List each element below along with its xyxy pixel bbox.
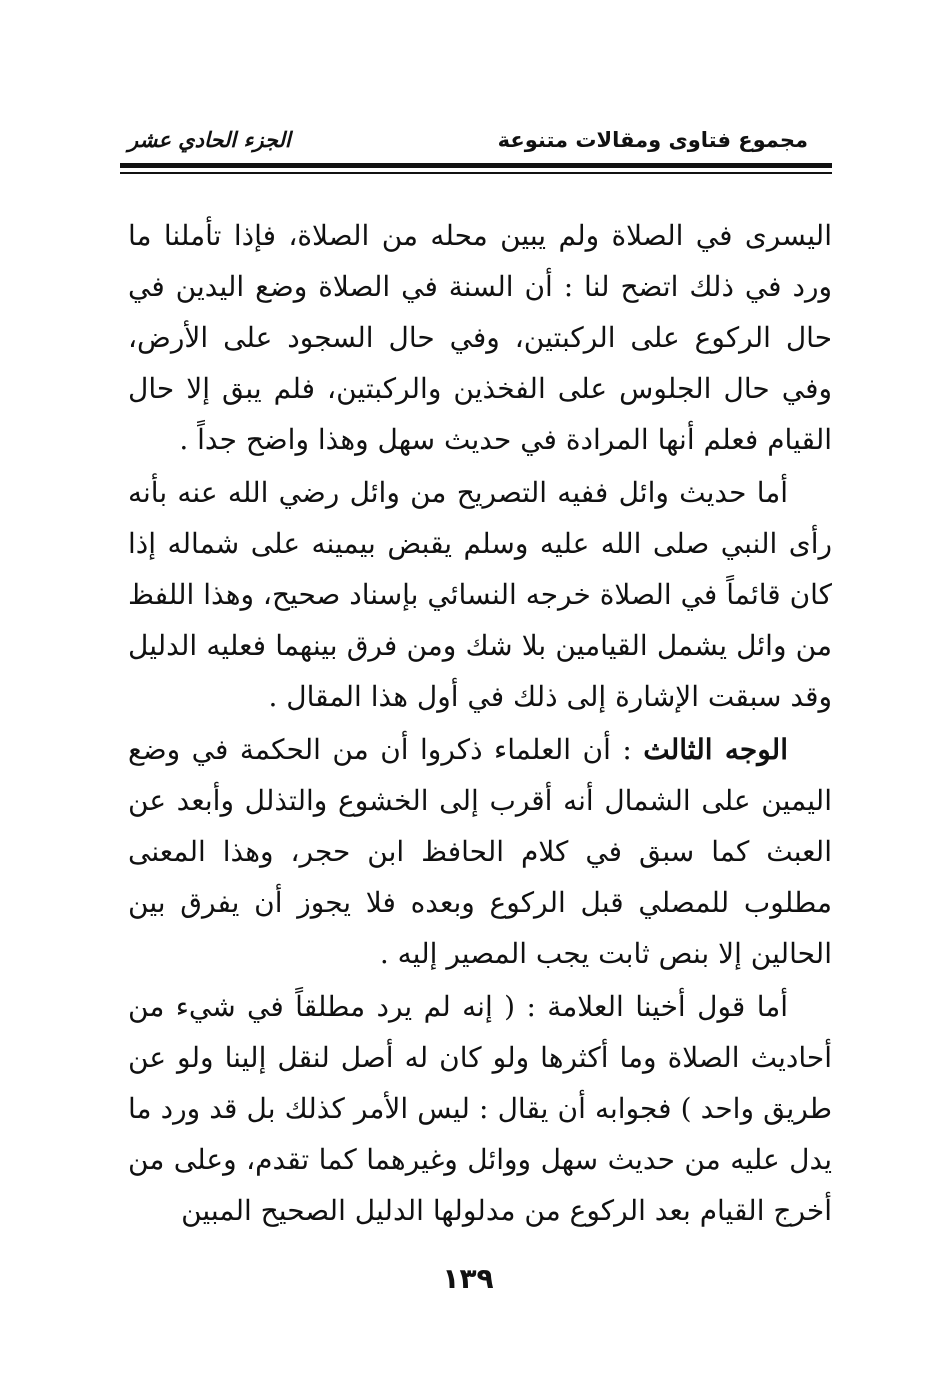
book-title: مجموع فتاوى ومقالات متنوعة [497, 128, 808, 152]
paragraph-lead: الوجه الثالث [643, 733, 788, 766]
header-rule-thin [120, 172, 832, 174]
running-header [128, 118, 808, 158]
paragraph-text: اليسرى في الصلاة ولم يبين محله من الصلاة، فإذا تأملنا ما ورد في ذلك اتضح لنا : أن السنة في الصلاة وضع اليدين في حال الركوع على الركبتين، وفي حال السجود على الأرض، وفي حال الجلوس على الفخذين والركبتين، فلم يبق إلا حال القيام فعلم أنها المرادة في حديث سهل وهذا واضح جداً . [128, 219, 832, 456]
paragraph-text: أما حديث وائل ففيه التصريح من وائل رضي الله عنه بأنه رأى النبي صلى الله عليه وسلم يقبض بيمينه على شماله إذا كان قائماً في الصلاة خرجه النسائي بإسناد صحيح، وهذا اللفظ من وائل يشمل القيامين بلا شك ومن فرق بينهما فعليه الدليل وقد سبقت الإشارة إلى ذلك في أول هذا المقال . [128, 476, 832, 713]
page-number: ١٣٩ [442, 1262, 494, 1295]
paragraph-1 [128, 210, 832, 465]
paragraph-text: : أن العلماء ذكروا أن من الحكمة في وضع اليمين على الشمال أنه أقرب إلى الخشوع والتذلل وأبعد عن العبث كما سبق في كلام الحافظ ابن حجر، وهذا المعنى مطلوب للمصلي قبل الركوع وبعده فلا يجوز أن يفرق بين الحالين إلا بنص ثابت يجب المصير إليه . [128, 733, 832, 970]
paragraph-text: أما قول أخينا العلامة : ( إنه لم يرد مطلقاً في شيء من أحاديث الصلاة وما أكثرها ولو كان له أصل لنقل إلينا ولو عن طريق واحد ) فجوابه أن يقال : ليس الأمر كذلك بل قد ورد ما يدل عليه من حديث سهل ووائل وغيرهما كما تقدم، وعلى من أخرج القيام بعد الركوع من مدلولها الدليل الصحيح المبين [128, 990, 832, 1227]
volume-label: الجزء الحادي عشر [128, 128, 291, 152]
page-body [128, 210, 832, 1238]
paragraph-4 [128, 981, 832, 1236]
header-rule-thick [120, 163, 832, 168]
paragraph-2 [128, 467, 832, 722]
paragraph-3 [128, 724, 832, 979]
